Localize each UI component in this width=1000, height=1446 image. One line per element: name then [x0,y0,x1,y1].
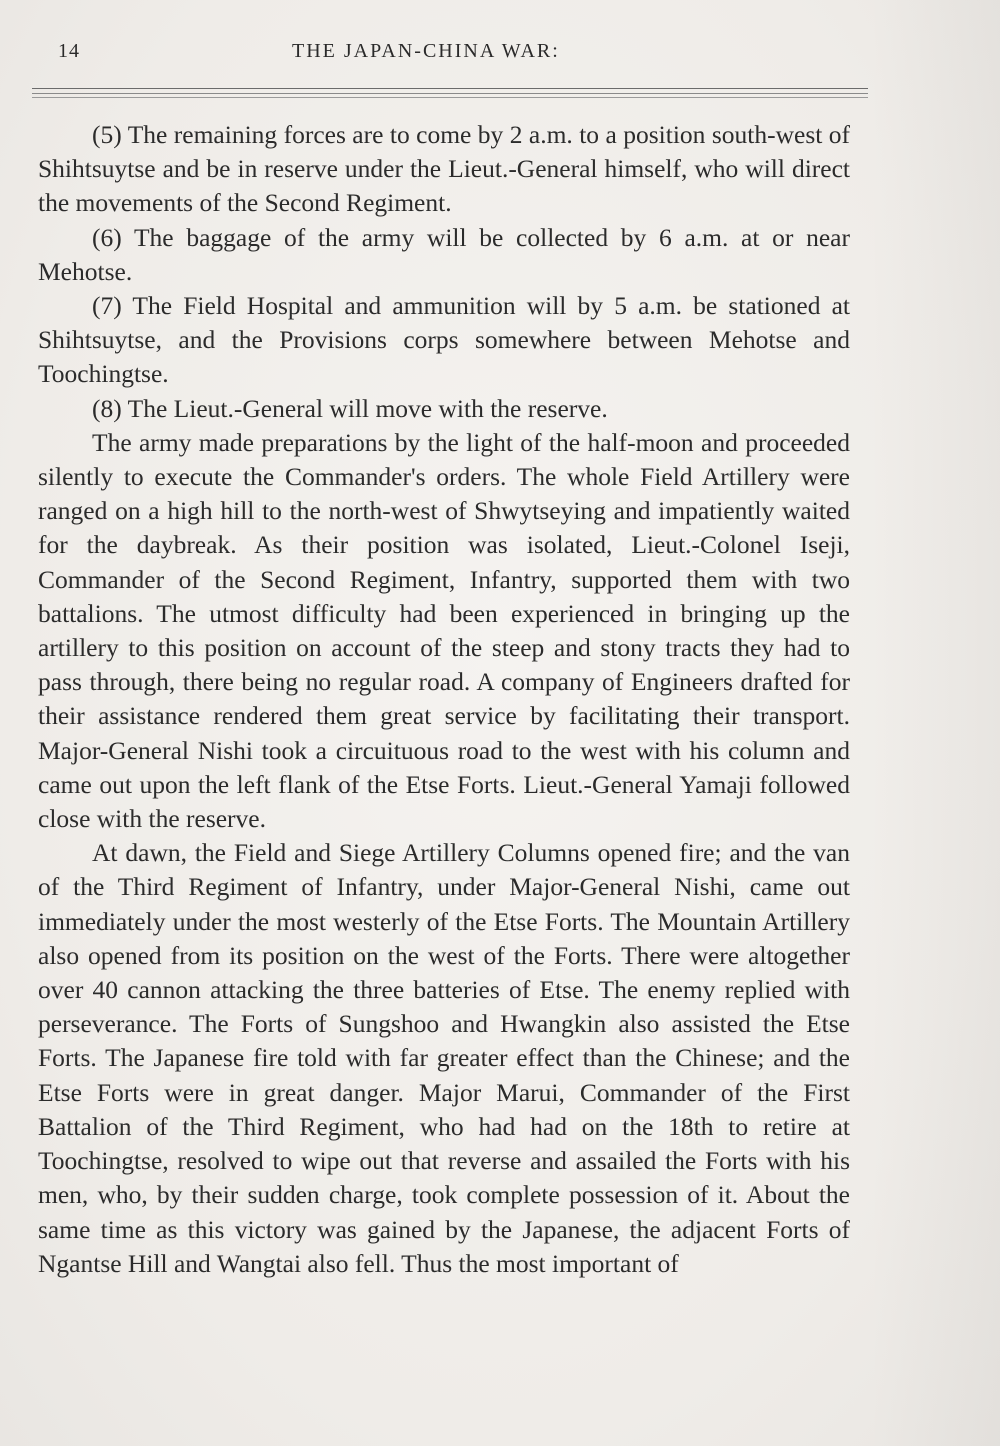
page-edge-shadow [870,0,1000,1446]
running-title: THE JAPAN-CHINA WAR: [292,40,560,62]
paragraph-order-6: (6) The baggage of the army will be collected by 6 a.m. at or near Mehotse. [38,222,850,286]
body-text [38,118,850,1281]
paragraph-order-7: (7) The Field Hospital and ammunition will by 5 a.m. be stationed at Shihtsuytse, and the Provisions corps somewhere between Mehotse and Toochingtse. [38,291,850,389]
header-rule [32,93,868,94]
page-number: 14 [58,40,80,62]
paragraph-preparations: The army made preparations by the light of the half-moon and proceeded silently to execute the Commander's orders. The whole Field Artillery were ranged on a high hill to the north-west of Shwytseying and impatiently waited for the daybreak. As their position was isolated, Lieut.-Colonel Iseji, Commander of the Second Regiment, Infantry, supported them with two battalions. The utmost difficulty had been experienced in bringing up the artillery to this position on account of the steep and stony tracts they had to pass through, there being no regular road. A company of Engineers drafted for their assistance rendered them great service by facilitating their transport. Major-General Nishi took a circuituous road to the west with his column and came out upon the left flank of the Etse Forts. Lieut.-General Yamaji followed close with the reserve. [38,427,850,834]
paragraph-order-8: (8) The Lieut.-General will move with the reserve. [92,393,608,423]
page-header [0,40,1000,70]
paragraph-order-5: (5) The remaining forces are to come by 2 a.m. to a position south-west of Shihtsuytse and be in reserve under the Lieut.-General himself, who will direct the movements of the Second Regiment. [38,120,850,218]
paragraph-dawn-attack: At dawn, the Field and Siege Artillery Columns opened fire; and the van of the Third Regiment of Infantry, under Major-General Nishi, came out immediately under the most westerly of the Etse Forts. The Mountain Artillery also opened from its position on the west of the Forts. There were altogether over 40 cannon attacking the three batteries of Etse. The enemy replied with perseverance. The Forts of Sungshoo and Hwangkin also assisted the Etse Forts. The Japanese fire told with far greater effect than the Chinese; and the Etse Forts were in great danger. Major Marui, Commander of the First Battalion of the Third Regiment, who had had on the 18th to retire at Toochingtse, resolved to wipe out that reverse and assailed the Forts with his men, who, by their sudden charge, took complete possession of it. About the same time as this victory was gained by the Japanese, the adjacent Forts of Ngantse Hill and Wangtai also fell. Thus the most important of [38,838,850,1278]
header-rule [32,88,868,89]
header-rule [32,97,868,98]
